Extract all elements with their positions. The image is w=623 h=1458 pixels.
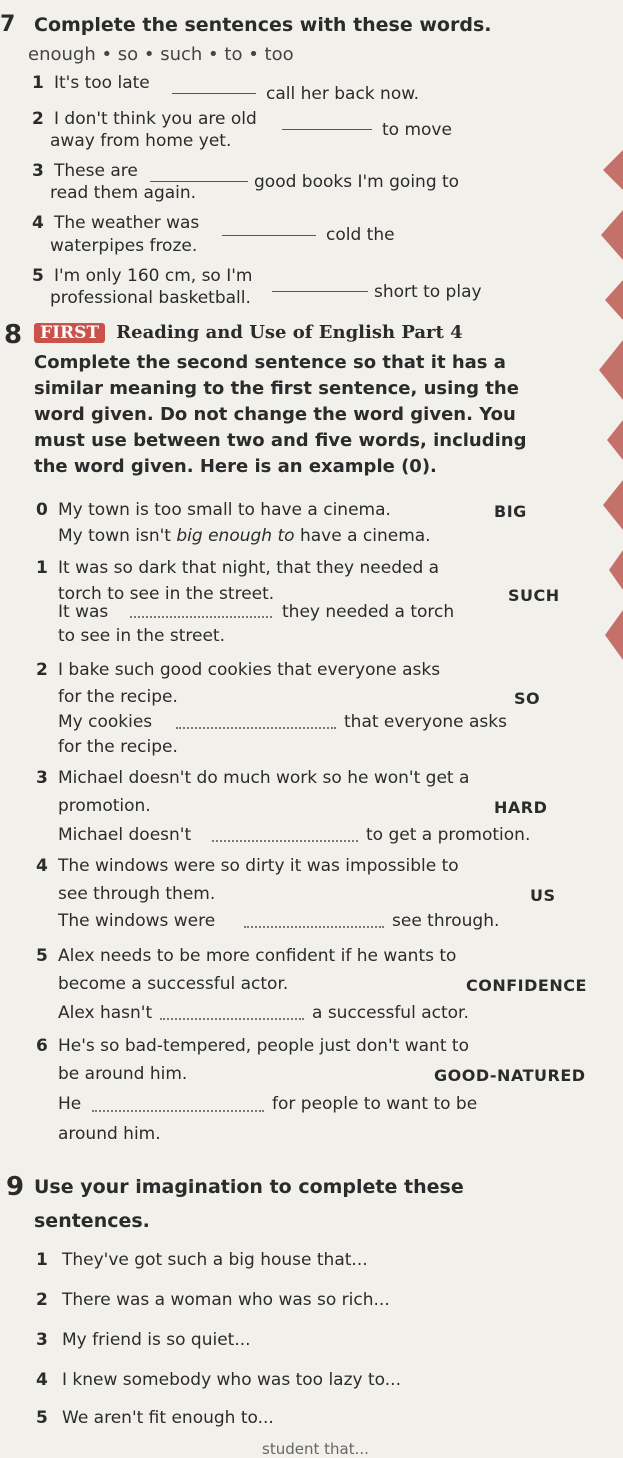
section-7-instruction: Complete the sentences with these words. [34,14,492,36]
answer-blank[interactable] [222,234,316,236]
item-text: torch to see in the street. [58,584,275,604]
item-text: The weather was [54,213,200,233]
section-9-number: 9 [6,1172,25,1202]
item-text: cold the [326,225,395,245]
item-text: short to play [374,282,482,302]
item-text: It was [58,602,109,622]
section-8-title: Reading and Use of English Part 4 [116,322,463,343]
example-answer: big enough to [176,526,295,546]
item-text: We aren't fit enough to... [62,1408,274,1428]
item-text: to see in the street. [58,626,225,646]
item-text: away from home yet. [50,131,232,151]
item-text: to move [382,120,452,140]
answer-blank[interactable] [92,1110,264,1112]
key-word: HARD [494,798,548,817]
item-number: 6 [36,1036,48,1056]
item-text: My town is too small to have a cinema. [58,500,391,520]
item-text: I knew somebody who was too lazy to... [62,1370,401,1390]
item-text: see through. [392,911,500,931]
key-word: GOOD-NATURED [434,1066,586,1085]
item-text: call her back now. [266,84,419,104]
item-number: 3 [36,768,48,788]
example-answer-line: My town isn't big enough to have a cinema. [58,526,431,546]
item-number: 4 [32,213,44,233]
instruction-line: word given. Do not change the word given. You [34,404,516,425]
item-number: 3 [36,1330,48,1350]
item-text: I'm only 160 cm, so I'm [54,266,253,286]
item-text: waterpipes froze. [50,236,198,256]
answer-blank[interactable] [176,727,336,729]
section-7-number: 7 [0,12,16,37]
item-text: for people to want to be [272,1094,478,1114]
item-text: I don't think you are old [54,109,257,129]
item-text: Michael doesn't do much work so he won't get a [58,768,470,788]
key-word: SUCH [508,586,560,605]
answer-blank[interactable] [244,926,384,928]
page-edge-decoration [597,150,623,710]
answer-blank[interactable] [212,840,358,842]
item-text: be around him. [58,1064,188,1084]
item-text: for the recipe. [58,687,178,707]
item-text: they needed a torch [282,602,455,622]
instruction-line: Complete the second sentence so that it has a [34,352,506,373]
answer-blank[interactable] [160,1018,304,1020]
item-text: Alex needs to be more confident if he wants to [58,946,457,966]
section-9-instruction: sentences. [34,1210,150,1232]
answer-blank[interactable] [150,180,248,182]
item-text: He's so bad-tempered, people just don't want to [58,1036,469,1056]
item-number: 2 [32,109,44,129]
key-word: US [530,886,556,905]
instruction-line: must use between two and five words, including [34,430,527,451]
item-text: These are [54,161,138,181]
item-number: 5 [36,1408,48,1428]
item-text: good books I'm going to [254,172,460,192]
item-number: 1 [36,1250,48,1270]
item-text: become a successful actor. [58,974,289,994]
item-number: 4 [36,856,48,876]
key-word: CONFIDENCE [466,976,587,995]
item-text: professional basketball. [50,288,251,308]
item-text: It's too late [54,73,150,93]
item-text: Alex hasn't [58,1003,153,1023]
answer-blank[interactable] [172,92,256,94]
item-text: promotion. [58,796,151,816]
item-text: It was so dark that night, that they needed a [58,558,440,578]
item-number: 5 [32,266,44,286]
item-number: 1 [32,73,44,93]
item-number: 5 [36,946,48,966]
section-9-instruction: Use your imagination to complete these [34,1176,464,1198]
answer-blank[interactable] [282,128,372,130]
item-text: read them again. [50,183,197,203]
instruction-line: the word given. Here is an example (0). [34,456,437,477]
item-text: My cookies [58,712,153,732]
item-text: He [58,1094,82,1114]
item-text: I bake such good cookies that everyone asks [58,660,441,680]
item-number: 2 [36,660,48,680]
item-text: for the recipe. [58,737,178,757]
instruction-line: similar meaning to the first sentence, using the [34,378,519,399]
section-8-header [34,322,463,343]
item-text: around him. [58,1124,161,1144]
item-number: 4 [36,1370,48,1390]
item-text: The windows were [58,911,216,931]
item-text: to get a promotion. [366,825,531,845]
item-number: 2 [36,1290,48,1310]
word-bank: enough • so • such • to • too [28,44,294,65]
item-number: 0 [36,500,48,520]
answer-blank[interactable] [130,616,272,618]
item-text: They've got such a big house that... [62,1250,368,1270]
answer-blank[interactable] [272,290,368,292]
item-number: 3 [32,161,44,181]
key-word: BIG [494,502,527,521]
item-text: There was a woman who was so rich... [62,1290,390,1310]
item-text: My friend is so quiet... [62,1330,251,1350]
item-text: a successful actor. [312,1003,469,1023]
section-8-number: 8 [4,320,23,350]
item-text: that everyone asks [344,712,507,732]
key-word: SO [514,689,541,708]
item-text: Michael doesn't [58,825,192,845]
item-text-cutoff: student that... [262,1440,369,1458]
item-text: see through them. [58,884,216,904]
first-exam-badge: FIRST [34,323,105,343]
item-text: The windows were so dirty it was impossible to [58,856,459,876]
item-number: 1 [36,558,48,578]
